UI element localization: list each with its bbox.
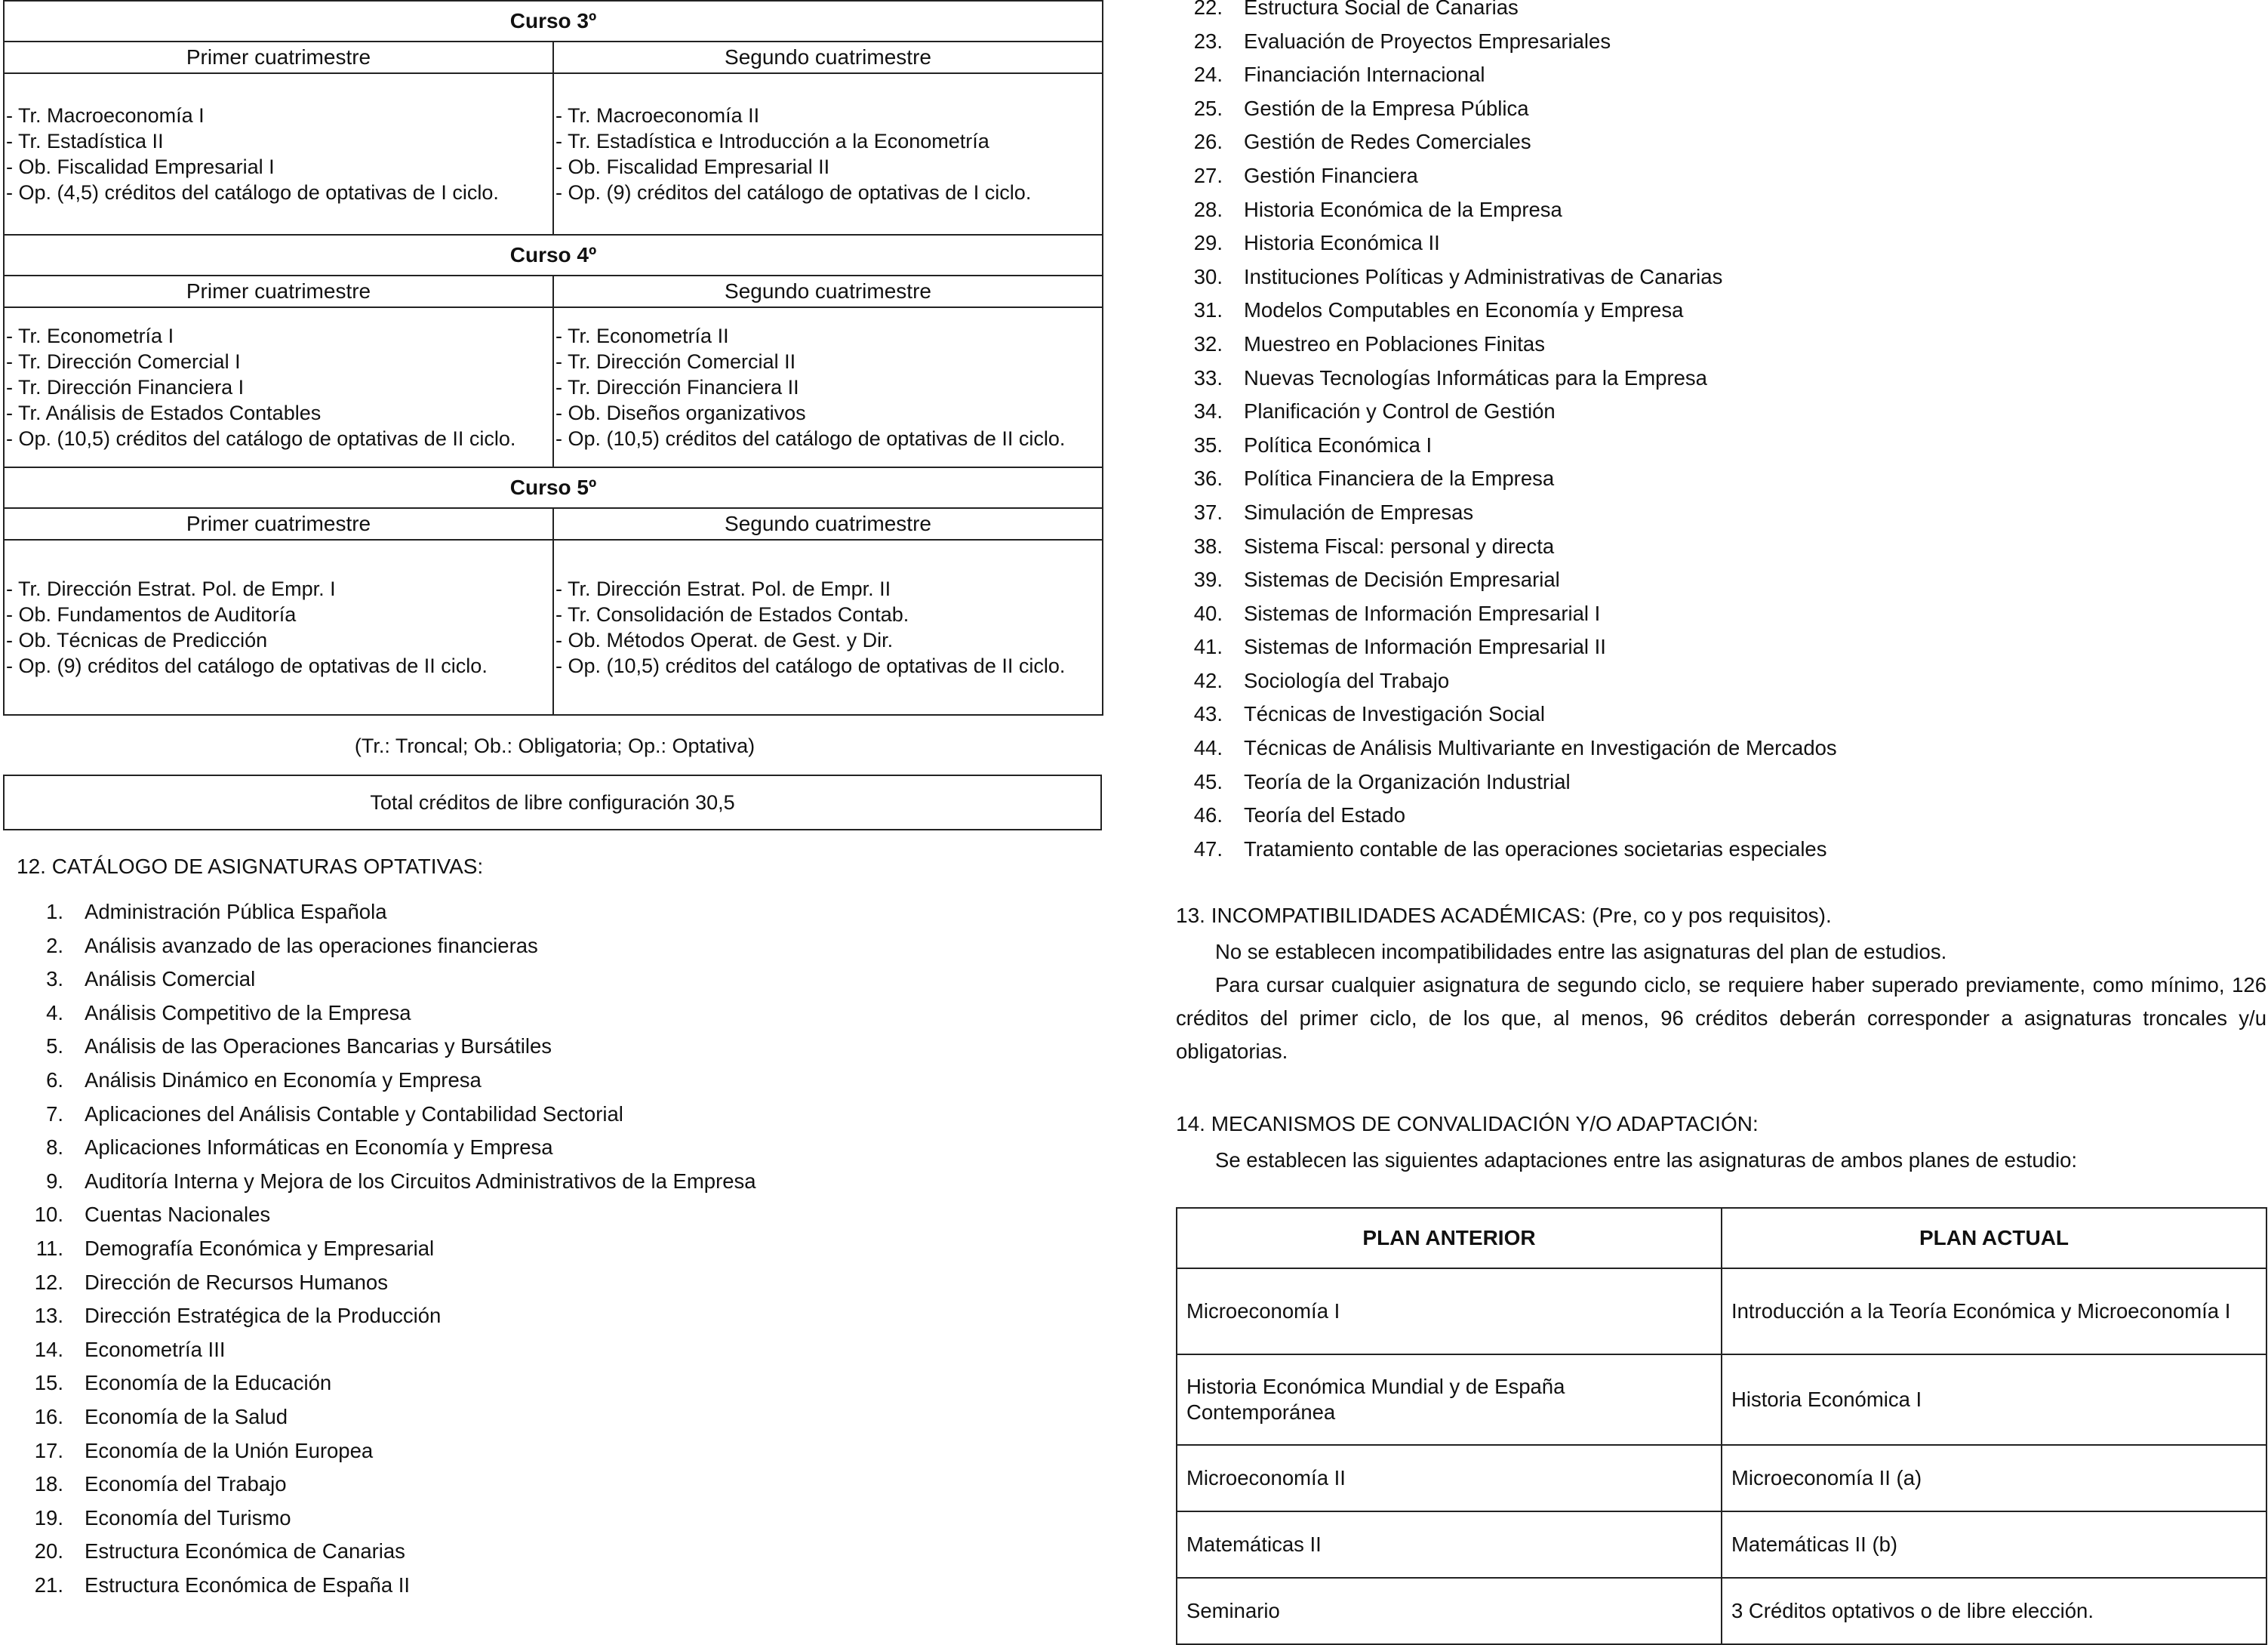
item-text: Simulación de Empresas <box>1244 500 1474 524</box>
item-text: Gestión de la Empresa Pública <box>1244 96 1529 120</box>
item-number: 41. <box>1193 635 1223 659</box>
item-number: 5. <box>46 1034 63 1058</box>
header-plan-actual: PLAN ACTUAL <box>1722 1208 2266 1268</box>
item-number: 6. <box>46 1067 63 1092</box>
subject-item: - Tr. Econometría I <box>6 325 174 347</box>
item-text: Sociología del Trabajo <box>1244 668 1450 692</box>
incompat-section <box>1176 899 2266 1068</box>
catalog-item <box>1176 732 2266 766</box>
item-number: 4. <box>46 1000 63 1024</box>
catalog-item <box>17 929 1109 963</box>
plan-actual-cell: Introducción a la Teoría Económica y Microeconomía I <box>1722 1268 2266 1354</box>
item-text: Análisis Comercial <box>85 967 256 991</box>
catalog-heading: 12. CATÁLOGO DE ASIGNATURAS OPTATIVAS: <box>17 855 484 878</box>
catalog-item <box>1176 0 2266 25</box>
item-text: Sistema Fiscal: personal y directa <box>1244 534 1555 558</box>
item-number: 43. <box>1193 702 1223 726</box>
item-number: 40. <box>1193 601 1223 625</box>
item-text: Auditoría Interna y Mejora de los Circuitos Administrativos de la Empresa <box>85 1169 756 1193</box>
item-number: 27. <box>1193 163 1223 187</box>
catalog-item <box>1176 58 2266 92</box>
item-number: 25. <box>1193 96 1223 120</box>
item-text: Financiación Internacional <box>1244 63 1485 87</box>
item-text: Evaluación de Proyectos Empresariales <box>1244 29 1611 53</box>
catalog-item <box>1176 530 2266 564</box>
catalog-item <box>1176 395 2266 429</box>
item-text: Sistemas de Información Empresarial II <box>1244 635 1606 659</box>
item-number: 16. <box>34 1404 63 1428</box>
item-number: 31. <box>1193 298 1223 322</box>
item-number: 32. <box>1193 331 1223 356</box>
catalog-item <box>1176 496 2266 530</box>
catalog-item <box>17 963 1109 997</box>
curso-title: Curso 3º <box>4 1 1103 42</box>
catalog-list-right <box>1176 0 2266 866</box>
catalog-item <box>17 1198 1109 1232</box>
item-number: 28. <box>1193 197 1223 221</box>
subject-item: - Ob. Fiscalidad Empresarial II <box>555 156 830 178</box>
item-text: Muestreo en Poblaciones Finitas <box>1244 331 1545 356</box>
catalog-item <box>17 1468 1109 1502</box>
plan-actual-cell: 3 Créditos optativos o de libre elección. <box>1722 1578 2266 1644</box>
subject-item: - Tr. Dirección Estrat. Pol. de Empr. I <box>6 578 336 600</box>
catalog-item <box>17 895 1109 929</box>
subject-item: - Op. (10,5) créditos del catálogo de optativas de II ciclo. <box>6 427 516 450</box>
item-text: Técnicas de Análisis Multivariante en Investigación de Mercados <box>1244 736 1837 760</box>
catalog-item <box>17 1434 1109 1468</box>
adaptation-row <box>1177 1354 2266 1445</box>
item-number: 15. <box>34 1371 63 1395</box>
item-text: Técnicas de Investigación Social <box>1244 702 1545 726</box>
primer-cuatrimestre-label: Primer cuatrimestre <box>4 508 553 540</box>
adaptation-row <box>1177 1445 2266 1511</box>
item-text: Nuevas Tecnologías Informáticas para la Empresa <box>1244 365 1707 390</box>
item-number: 34. <box>1193 399 1223 424</box>
item-number: 7. <box>46 1101 63 1126</box>
item-number: 3. <box>46 967 63 991</box>
item-number: 37. <box>1193 500 1223 524</box>
item-text: Tratamiento contable de las operaciones societarias especiales <box>1244 836 1827 861</box>
item-text: Modelos Computables en Economía y Empresa <box>1244 298 1684 322</box>
item-number: 13. <box>34 1304 63 1328</box>
subject-item: - Tr. Estadística II <box>6 130 164 152</box>
subject-item: - Op. (9) créditos del catálogo de optativas de II ciclo. <box>6 655 488 677</box>
item-number: 24. <box>1193 63 1223 87</box>
item-text: Aplicaciones Informáticas en Economía y Empresa <box>85 1135 553 1160</box>
catalog-item <box>17 1030 1109 1064</box>
item-text: Gestión Financiera <box>1244 163 1418 187</box>
subject-item: - Tr. Consolidación de Estados Contab. <box>555 603 909 626</box>
catalog-item <box>17 1400 1109 1434</box>
item-number: 36. <box>1193 467 1223 491</box>
catalog-item <box>1176 698 2266 732</box>
primer-cuatrimestre-cell <box>4 540 553 715</box>
item-text: Cuentas Nacionales <box>85 1203 271 1227</box>
subject-item: - Op. (4,5) créditos del catálogo de optativas de I ciclo. <box>6 181 499 204</box>
subject-item: - Tr. Dirección Financiera I <box>6 376 245 399</box>
catalog-item <box>1176 833 2266 867</box>
subject-item: - Ob. Métodos Operat. de Gest. y Dir. <box>555 629 894 652</box>
catalog-item <box>1176 799 2266 833</box>
item-text: Gestión de Redes Comerciales <box>1244 130 1531 154</box>
right-column <box>1176 0 2266 1645</box>
incompat-heading: 13. INCOMPATIBILIDADES ACADÉMICAS: (Pre, co y pos requisitos). <box>1176 904 1832 928</box>
item-text: Economía del Trabajo <box>85 1472 287 1496</box>
convalid-paragraph: Se establecen las siguientes adaptaciones entre las asignaturas de ambos planes de estudio: <box>1215 1148 2078 1172</box>
catalog-item <box>1176 362 2266 396</box>
item-number: 45. <box>1193 769 1223 793</box>
item-text: Política Financiera de la Empresa <box>1244 467 1555 491</box>
incompat-paragraph-2: Para cursar cualquier asignatura de segundo ciclo, se requiere haber superado previamente, como mínimo, 126 créditos del primer ciclo, de los que, al menos, 96 créditos deberán corresponder a asignaturas troncales y/u obligatorias. <box>1176 973 2266 1064</box>
item-text: Teoría del Estado <box>1244 803 1406 827</box>
convalid-heading: 14. MECANISMOS DE CONVALIDACIÓN Y/O ADAPTACIÓN: <box>1176 1112 1759 1136</box>
item-text: Econometría III <box>85 1337 226 1361</box>
item-text: Economía de la Unión Europea <box>85 1438 374 1462</box>
subject-item: - Tr. Análisis de Estados Contables <box>6 402 322 424</box>
convalid-section <box>1176 1107 2266 1645</box>
item-number: 19. <box>34 1505 63 1529</box>
plan-actual-cell: Microeconomía II (a) <box>1722 1445 2266 1511</box>
item-number: 20. <box>34 1539 63 1563</box>
subject-item: - Ob. Diseños organizativos <box>555 402 806 424</box>
item-number: 39. <box>1193 568 1223 592</box>
subject-item: - Tr. Dirección Comercial II <box>555 350 796 373</box>
plan-anterior-cell: Historia Económica Mundial y de España Contemporánea <box>1177 1354 1722 1445</box>
catalog-item <box>1176 597 2266 631</box>
segundo-cuatrimestre-label: Segundo cuatrimestre <box>553 276 1103 307</box>
item-number: 9. <box>46 1169 63 1193</box>
item-text: Dirección Estratégica de la Producción <box>85 1304 442 1328</box>
plan-table <box>3 0 1103 716</box>
catalog-list-left <box>17 895 1109 1602</box>
item-text: Teoría de la Organización Industrial <box>1244 769 1571 793</box>
item-number: 22. <box>1193 0 1223 19</box>
primer-cuatrimestre-cell <box>4 73 553 235</box>
item-number: 23. <box>1193 29 1223 53</box>
item-text: Historia Económica de la Empresa <box>1244 197 1562 221</box>
catalog-item <box>17 1165 1109 1199</box>
catalog-item <box>17 1333 1109 1367</box>
adaptation-row <box>1177 1268 2266 1354</box>
catalog-item <box>17 1266 1109 1300</box>
item-text: Análisis Competitivo de la Empresa <box>85 1000 411 1024</box>
item-number: 11. <box>35 1236 63 1260</box>
item-text: Economía de la Salud <box>85 1404 288 1428</box>
adaptation-row <box>1177 1578 2266 1644</box>
item-text: Sistemas de Decisión Empresarial <box>1244 568 1560 592</box>
item-text: Demografía Económica y Empresarial <box>85 1236 435 1260</box>
item-text: Estructura Económica de Canarias <box>85 1539 405 1563</box>
subject-item: - Tr. Dirección Financiera II <box>555 376 799 399</box>
item-number: 2. <box>46 933 63 957</box>
item-number: 29. <box>1193 231 1223 255</box>
catalog-item <box>17 1299 1109 1333</box>
catalog-item <box>17 1569 1109 1603</box>
item-text: Política Económica I <box>1244 433 1433 457</box>
catalog-item <box>17 1366 1109 1400</box>
catalog-item <box>1176 193 2266 227</box>
item-text: Dirección de Recursos Humanos <box>85 1270 388 1294</box>
item-number: 44. <box>1193 736 1223 760</box>
catalog-item <box>17 997 1109 1030</box>
catalog-item <box>1176 260 2266 294</box>
item-text: Administración Pública Española <box>85 900 387 923</box>
item-text: Planificación y Control de Gestión <box>1244 399 1556 424</box>
item-number: 17. <box>34 1438 63 1462</box>
adaptation-table <box>1176 1207 2267 1645</box>
subject-item: - Tr. Econometría II <box>555 325 729 347</box>
item-number: 38. <box>1193 534 1223 558</box>
subject-item: - Ob. Fiscalidad Empresarial I <box>6 156 275 178</box>
catalog-item <box>1176 125 2266 159</box>
item-text: Instituciones Políticas y Administrativas de Canarias <box>1244 264 1723 288</box>
segundo-cuatrimestre-cell <box>553 73 1103 235</box>
item-number: 14. <box>34 1337 63 1361</box>
subject-item: - Tr. Estadística e Introducción a la Econometría <box>555 130 989 152</box>
primer-cuatrimestre-label: Primer cuatrimestre <box>4 42 553 73</box>
item-number: 18. <box>34 1472 63 1496</box>
catalog-item <box>1176 159 2266 193</box>
segundo-cuatrimestre-label: Segundo cuatrimestre <box>553 42 1103 73</box>
primer-cuatrimestre-label: Primer cuatrimestre <box>4 276 553 307</box>
header-plan-anterior: PLAN ANTERIOR <box>1177 1208 1722 1268</box>
subject-item: - Tr. Macroeconomía I <box>6 104 205 127</box>
plan-anterior-cell: Seminario <box>1177 1578 1722 1644</box>
item-text: Economía del Turismo <box>85 1505 291 1529</box>
item-number: 46. <box>1193 803 1223 827</box>
total-credits-box: Total créditos de libre configuración 30,5 <box>3 775 1102 830</box>
catalog-item <box>1176 563 2266 597</box>
plan-anterior-cell: Matemáticas II <box>1177 1511 1722 1578</box>
segundo-cuatrimestre-cell <box>553 540 1103 715</box>
item-number: 47. <box>1193 836 1223 861</box>
item-number: 1. <box>46 900 63 923</box>
catalog-item <box>1176 630 2266 664</box>
primer-cuatrimestre-cell <box>4 307 553 467</box>
subject-item: - Op. (10,5) créditos del catálogo de optativas de II ciclo. <box>555 427 1066 450</box>
catalog-item <box>17 1535 1109 1569</box>
catalog-item <box>1176 328 2266 362</box>
item-text: Análisis avanzado de las operaciones financieras <box>85 933 538 957</box>
catalog-item <box>1176 664 2266 698</box>
incompat-paragraph-1: No se establecen incompatibilidades entre las asignaturas del plan de estudios. <box>1215 940 1947 964</box>
subject-item: - Tr. Dirección Comercial I <box>6 350 241 373</box>
legend-text: (Tr.: Troncal; Ob.: Obligatoria; Op.: Optativa) <box>354 735 755 757</box>
item-text: Sistemas de Información Empresarial I <box>1244 601 1601 625</box>
item-text: Análisis Dinámico en Economía y Empresa <box>85 1067 482 1092</box>
subject-item: - Tr. Dirección Estrat. Pol. de Empr. II <box>555 578 891 600</box>
subject-item: - Ob. Técnicas de Predicción <box>6 629 268 652</box>
item-number: 10. <box>34 1203 63 1227</box>
subject-item: - Ob. Fundamentos de Auditoría <box>6 603 297 626</box>
subject-item: - Op. (9) créditos del catálogo de optativas de I ciclo. <box>555 181 1032 204</box>
left-column <box>0 0 1109 1602</box>
item-text: Análisis de las Operaciones Bancarias y Bursátiles <box>85 1034 552 1058</box>
catalog-item <box>1176 226 2266 260</box>
catalog-item <box>1176 92 2266 126</box>
item-number: 33. <box>1193 365 1223 390</box>
catalog-item <box>1176 294 2266 328</box>
item-text: Historia Económica II <box>1244 231 1440 255</box>
plan-anterior-cell: Microeconomía II <box>1177 1445 1722 1511</box>
subject-item: - Op. (10,5) créditos del catálogo de optativas de II ciclo. <box>555 655 1066 677</box>
item-number: 8. <box>46 1135 63 1160</box>
curso-title: Curso 4º <box>4 235 1103 276</box>
item-text: Estructura Económica de España II <box>85 1573 411 1597</box>
catalog-item <box>17 1502 1109 1536</box>
item-number: 42. <box>1193 668 1223 692</box>
item-text: Economía de la Educación <box>85 1371 332 1395</box>
subject-item: - Tr. Macroeconomía II <box>555 104 760 127</box>
segundo-cuatrimestre-cell <box>553 307 1103 467</box>
catalog-item <box>1176 429 2266 463</box>
catalog-item <box>1176 462 2266 496</box>
catalog-item <box>17 1232 1109 1266</box>
item-number: 26. <box>1193 130 1223 154</box>
catalog-item <box>17 1131 1109 1165</box>
plan-anterior-cell: Microeconomía I <box>1177 1268 1722 1354</box>
item-text: Estructura Social de Canarias <box>1244 0 1519 19</box>
catalog-item <box>17 1064 1109 1098</box>
curso-title: Curso 5º <box>4 467 1103 508</box>
catalog-section <box>0 850 1109 1602</box>
item-number: 12. <box>34 1270 63 1294</box>
segundo-cuatrimestre-label: Segundo cuatrimestre <box>553 508 1103 540</box>
catalog-item <box>1176 25 2266 59</box>
catalog-item <box>1176 766 2266 799</box>
plan-actual-cell: Historia Económica I <box>1722 1354 2266 1445</box>
plan-actual-cell: Matemáticas II (b) <box>1722 1511 2266 1578</box>
catalog-item <box>17 1098 1109 1132</box>
item-number: 30. <box>1193 264 1223 288</box>
item-number: 21. <box>34 1573 63 1597</box>
item-number: 35. <box>1193 433 1223 457</box>
adaptation-row <box>1177 1511 2266 1578</box>
item-text: Aplicaciones del Análisis Contable y Contabilidad Sectorial <box>85 1101 623 1126</box>
